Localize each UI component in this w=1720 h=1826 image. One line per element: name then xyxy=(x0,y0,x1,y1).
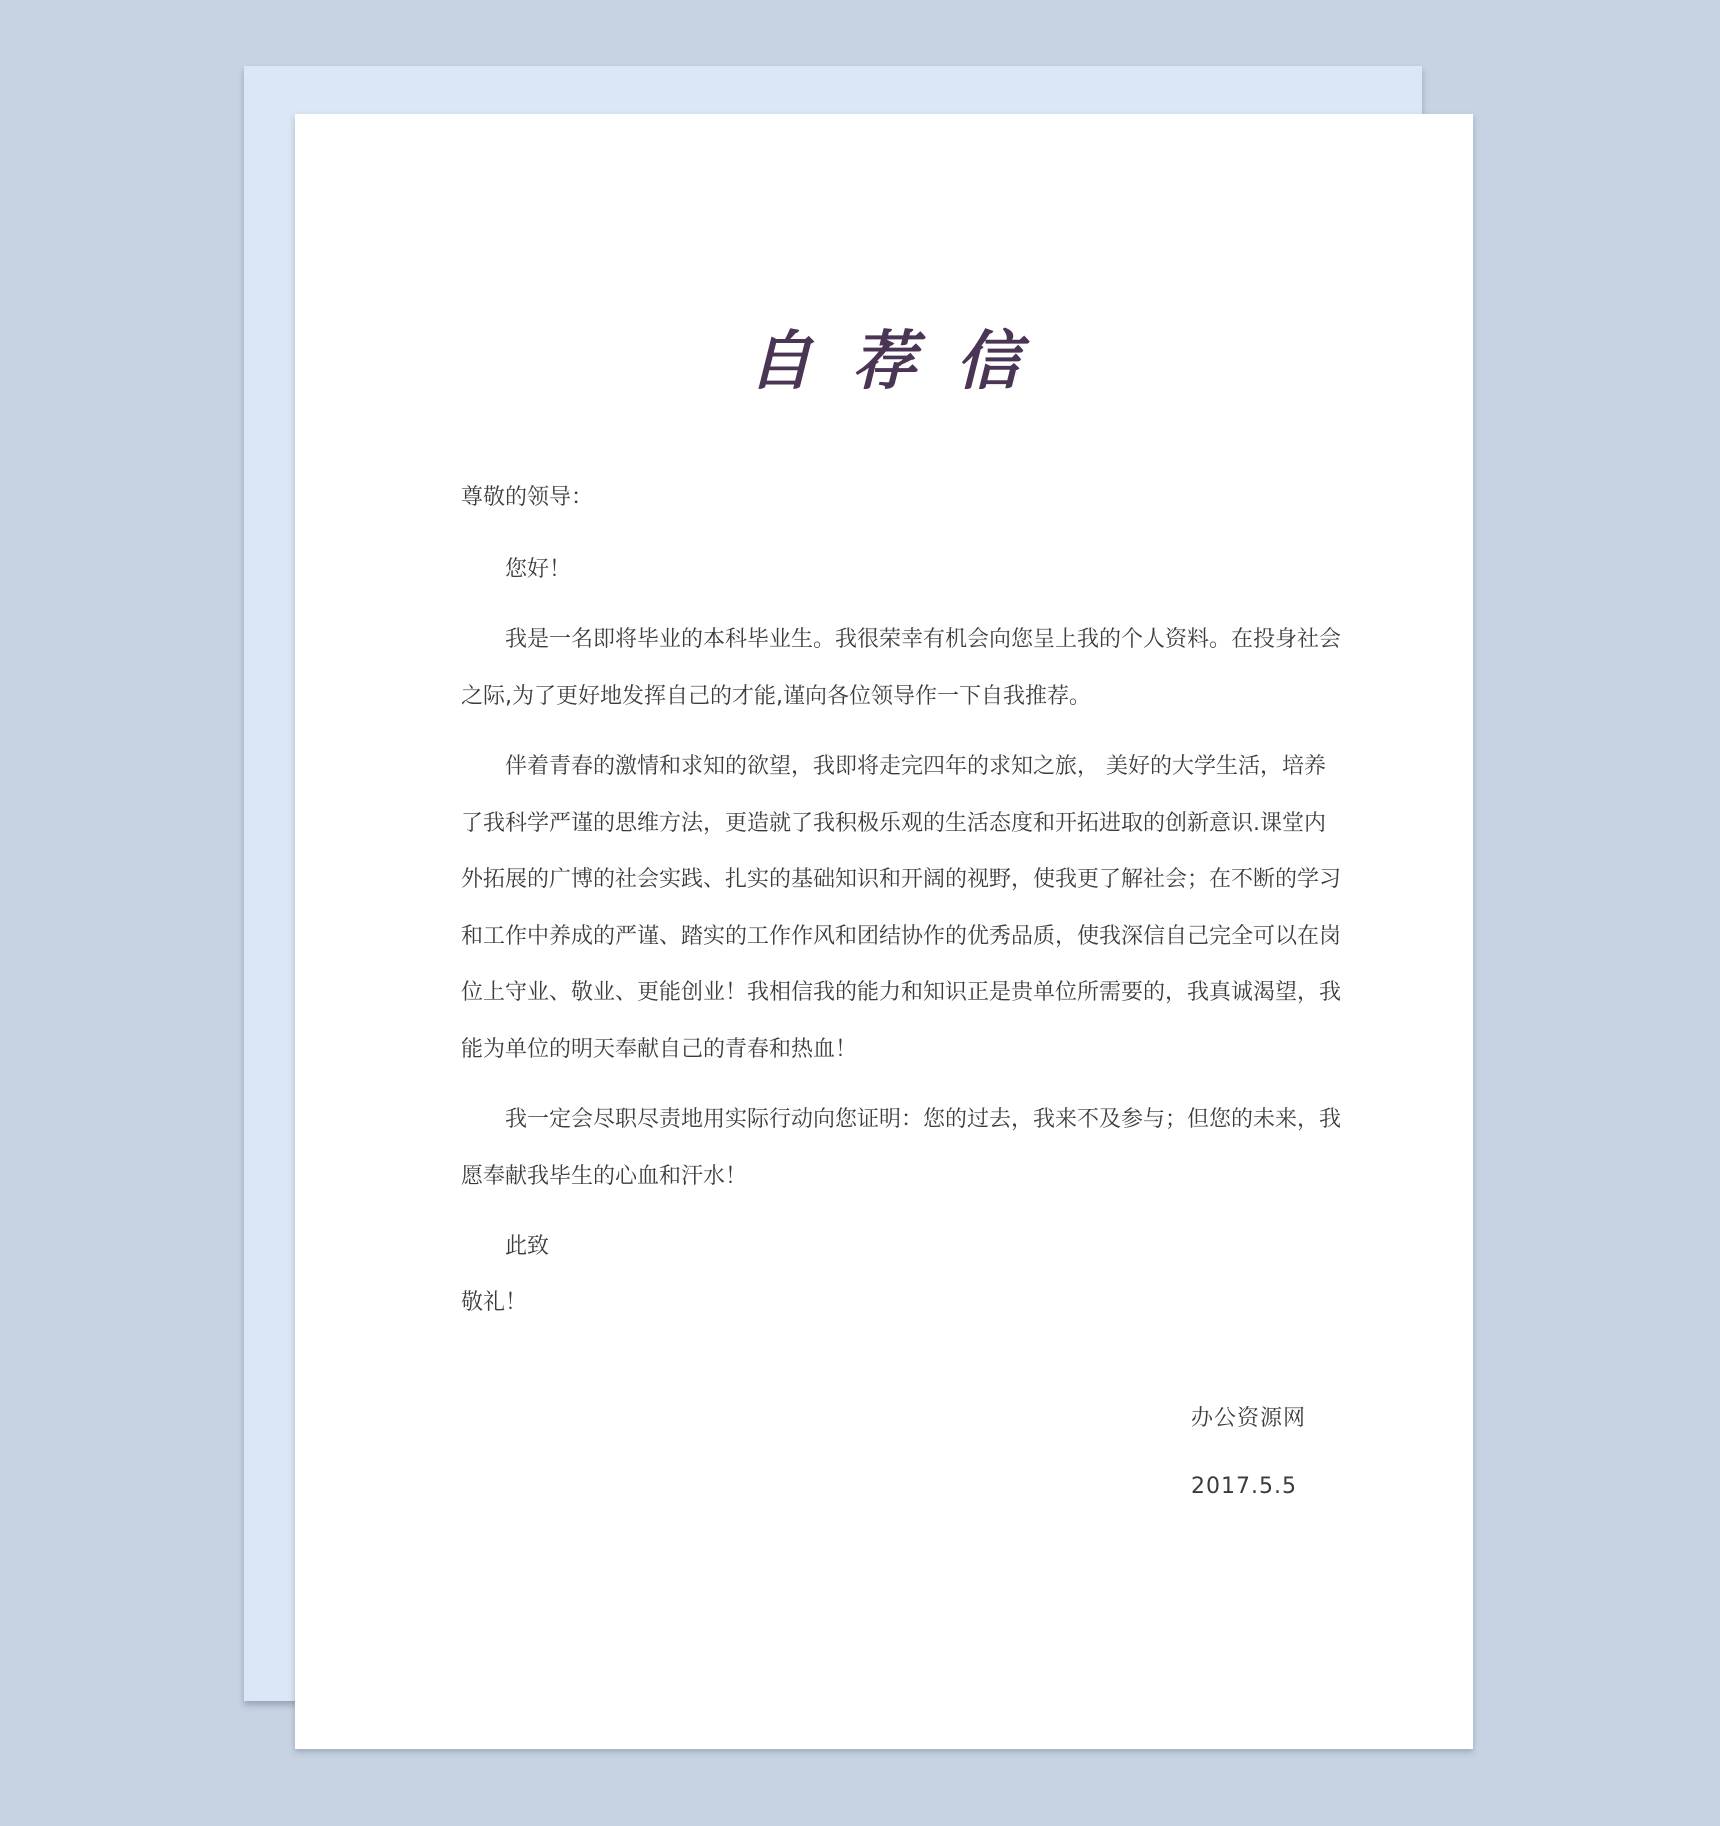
paragraph-2: 伴着青春的激情和求知的欲望，我即将走完四年的求知之旅， 美好的大学生活，培养了我科学严谨的思维方法，更造就了我积极乐观的生活态度和开拓进取的创新意识.课堂内外拓展的广博的社会实践、扎实的基础知识和开阔的视野，使我更了解社会；在不断的学习和工作中养成的严谨、踏实的工作作风和团结协作的优秀品质，使我深信自己完全可以在岗位上守业、敬业、更能创业！我相信我的能力和知识正是贵单位所需要的，我真诚渴望，我能为单位的明天奉献自己的青春和热血！ xyxy=(461,754,1342,1062)
salutation: 尊敬的领导： xyxy=(461,485,594,510)
letter-page xyxy=(295,114,1473,1749)
closing-line-1: 此致 xyxy=(505,1234,550,1259)
greeting: 您好！ xyxy=(505,556,572,582)
letter-title: 自荐信 xyxy=(748,324,1060,399)
closing-line-2: 敬礼！ xyxy=(461,1290,528,1315)
paragraph-1: 我是一名即将毕业的本科毕业生。我很荣幸有机会向您呈上我的个人资料。在投身社会之际,为了更好地发挥自己的才能,谨向各位领导作一下自我推荐。 xyxy=(461,627,1342,709)
paragraph-3: 我一定会尽职尽责地用实际行动向您证明：您的过去，我来不及参与；但您的未来，我愿奉献我毕生的心血和汗水！ xyxy=(461,1107,1342,1189)
letter-body xyxy=(461,470,1341,1331)
signature-date: 2017.5.5 xyxy=(1191,1474,1297,1499)
signature-block xyxy=(1191,1404,1306,1502)
signature-name: 办公资源网 xyxy=(1191,1406,1307,1431)
